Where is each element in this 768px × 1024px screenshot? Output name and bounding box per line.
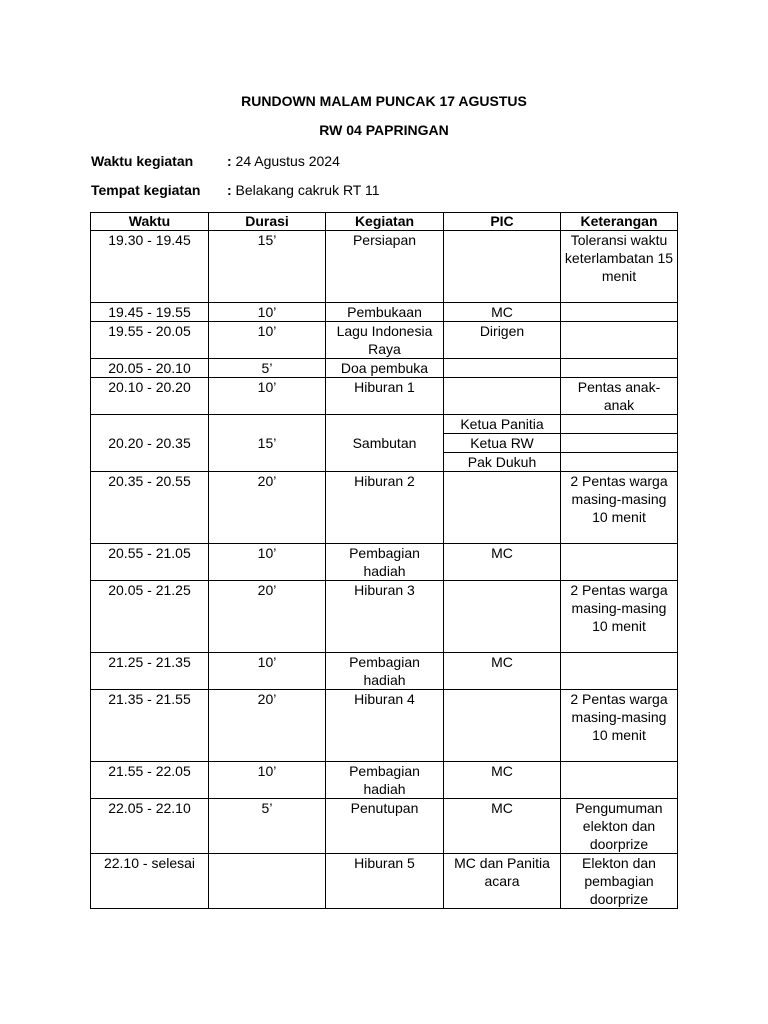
cell-durasi: 20’ bbox=[209, 581, 326, 653]
cell-durasi: 10’ bbox=[209, 544, 326, 581]
cell-pic: MC dan Panitia acara bbox=[444, 854, 561, 909]
table-row bbox=[91, 359, 678, 378]
info-colon: : bbox=[227, 153, 232, 169]
cell-pic: Pak Dukuh bbox=[444, 453, 561, 472]
cell-durasi: 10’ bbox=[209, 762, 326, 799]
cell-durasi: 10’ bbox=[209, 653, 326, 690]
cell-kegiatan: Pembagian hadiah bbox=[326, 544, 444, 581]
cell-waktu: 20.55 - 21.05 bbox=[91, 544, 209, 581]
cell-kegiatan: Persiapan bbox=[326, 231, 444, 303]
table-row bbox=[91, 544, 678, 581]
table-row bbox=[91, 762, 678, 799]
cell-waktu: 19.55 - 20.05 bbox=[91, 322, 209, 359]
cell-waktu: 19.45 - 19.55 bbox=[91, 303, 209, 322]
cell-waktu: 20.05 - 21.25 bbox=[91, 581, 209, 653]
table-row bbox=[91, 690, 678, 762]
cell-keterangan bbox=[561, 415, 678, 434]
info-row-waktu bbox=[91, 151, 340, 171]
cell-keterangan: Toleransi waktu keterlambatan 15 menit bbox=[561, 231, 678, 303]
cell-waktu: 22.10 - selesai bbox=[91, 854, 209, 909]
cell-pic: MC bbox=[444, 799, 561, 854]
cell-durasi: 5’ bbox=[209, 799, 326, 854]
cell-keterangan bbox=[561, 434, 678, 453]
cell-pic bbox=[444, 231, 561, 303]
cell-pic: MC bbox=[444, 544, 561, 581]
cell-keterangan: Pengumuman elekton dan doorprize bbox=[561, 799, 678, 854]
cell-pic: Dirigen bbox=[444, 322, 561, 359]
cell-kegiatan: Hiburan 4 bbox=[326, 690, 444, 762]
cell-waktu: 22.05 - 22.10 bbox=[91, 799, 209, 854]
document-title: RUNDOWN MALAM PUNCAK 17 AGUSTUS bbox=[241, 93, 527, 109]
info-value: 24 Agustus 2024 bbox=[231, 153, 340, 169]
info-label: Waktu kegiatan bbox=[91, 153, 194, 169]
cell-pic bbox=[444, 359, 561, 378]
header-pic: PIC bbox=[444, 213, 561, 231]
cell-waktu: 21.35 - 21.55 bbox=[91, 690, 209, 762]
cell-kegiatan: Sambutan bbox=[326, 415, 444, 472]
document-subtitle: RW 04 PAPRINGAN bbox=[319, 122, 449, 138]
cell-kegiatan: Hiburan 5 bbox=[326, 854, 444, 909]
table-row bbox=[91, 472, 678, 544]
cell-waktu: 19.30 - 19.45 bbox=[91, 231, 209, 303]
cell-keterangan: 2 Pentas warga masing-masing 10 menit bbox=[561, 690, 678, 762]
cell-pic: Ketua RW bbox=[444, 434, 561, 453]
cell-durasi: 10’ bbox=[209, 322, 326, 359]
cell-keterangan: 2 Pentas warga masing-masing 10 menit bbox=[561, 472, 678, 544]
cell-durasi: 15’ bbox=[209, 415, 326, 472]
cell-kegiatan: Pembagian hadiah bbox=[326, 653, 444, 690]
cell-pic bbox=[444, 581, 561, 653]
cell-kegiatan: Pembagian hadiah bbox=[326, 762, 444, 799]
table-row bbox=[91, 799, 678, 854]
cell-durasi: 15’ bbox=[209, 231, 326, 303]
cell-keterangan bbox=[561, 322, 678, 359]
table-row bbox=[91, 854, 678, 909]
cell-waktu: 20.05 - 20.10 bbox=[91, 359, 209, 378]
header-keterangan: Keterangan bbox=[561, 213, 678, 231]
cell-keterangan: 2 Pentas warga masing-masing 10 menit bbox=[561, 581, 678, 653]
cell-keterangan bbox=[561, 303, 678, 322]
cell-waktu: 21.55 - 22.05 bbox=[91, 762, 209, 799]
cell-keterangan bbox=[561, 762, 678, 799]
cell-kegiatan: Penutupan bbox=[326, 799, 444, 854]
cell-waktu: 20.35 - 20.55 bbox=[91, 472, 209, 544]
cell-pic bbox=[444, 472, 561, 544]
cell-pic: MC bbox=[444, 762, 561, 799]
header-durasi: Durasi bbox=[209, 213, 326, 231]
cell-keterangan: Pentas anak-anak bbox=[561, 378, 678, 415]
cell-keterangan bbox=[561, 544, 678, 581]
cell-waktu: 20.20 - 20.35 bbox=[91, 415, 209, 472]
cell-durasi: 20’ bbox=[209, 472, 326, 544]
cell-waktu: 20.10 - 20.20 bbox=[91, 378, 209, 415]
cell-durasi bbox=[209, 854, 326, 909]
table-row bbox=[91, 415, 678, 434]
table-header-row bbox=[91, 213, 678, 231]
table-row bbox=[91, 303, 678, 322]
cell-pic: MC bbox=[444, 653, 561, 690]
info-row-tempat bbox=[91, 180, 380, 200]
cell-kegiatan: Hiburan 2 bbox=[326, 472, 444, 544]
header-kegiatan: Kegiatan bbox=[326, 213, 444, 231]
cell-pic: MC bbox=[444, 303, 561, 322]
cell-pic: Ketua Panitia bbox=[444, 415, 561, 434]
cell-kegiatan: Pembukaan bbox=[326, 303, 444, 322]
cell-keterangan bbox=[561, 653, 678, 690]
cell-waktu: 21.25 - 21.35 bbox=[91, 653, 209, 690]
cell-keterangan bbox=[561, 453, 678, 472]
cell-durasi: 20’ bbox=[209, 690, 326, 762]
table-row bbox=[91, 378, 678, 415]
info-value: Belakang cakruk RT 11 bbox=[231, 182, 380, 198]
cell-kegiatan: Lagu Indonesia Raya bbox=[326, 322, 444, 359]
cell-durasi: 10’ bbox=[209, 378, 326, 415]
cell-kegiatan: Doa pembuka bbox=[326, 359, 444, 378]
table-row bbox=[91, 322, 678, 359]
cell-pic bbox=[444, 690, 561, 762]
table-row bbox=[91, 231, 678, 303]
cell-keterangan bbox=[561, 359, 678, 378]
cell-kegiatan: Hiburan 3 bbox=[326, 581, 444, 653]
info-colon: : bbox=[227, 182, 232, 198]
cell-kegiatan: Hiburan 1 bbox=[326, 378, 444, 415]
rundown-table bbox=[90, 212, 678, 909]
cell-pic bbox=[444, 378, 561, 415]
info-label: Tempat kegiatan bbox=[91, 182, 201, 198]
cell-durasi: 5’ bbox=[209, 359, 326, 378]
cell-durasi: 10’ bbox=[209, 303, 326, 322]
cell-keterangan: Elekton dan pembagian doorprize bbox=[561, 854, 678, 909]
table-row bbox=[91, 581, 678, 653]
header-waktu: Waktu bbox=[91, 213, 209, 231]
table-row bbox=[91, 653, 678, 690]
